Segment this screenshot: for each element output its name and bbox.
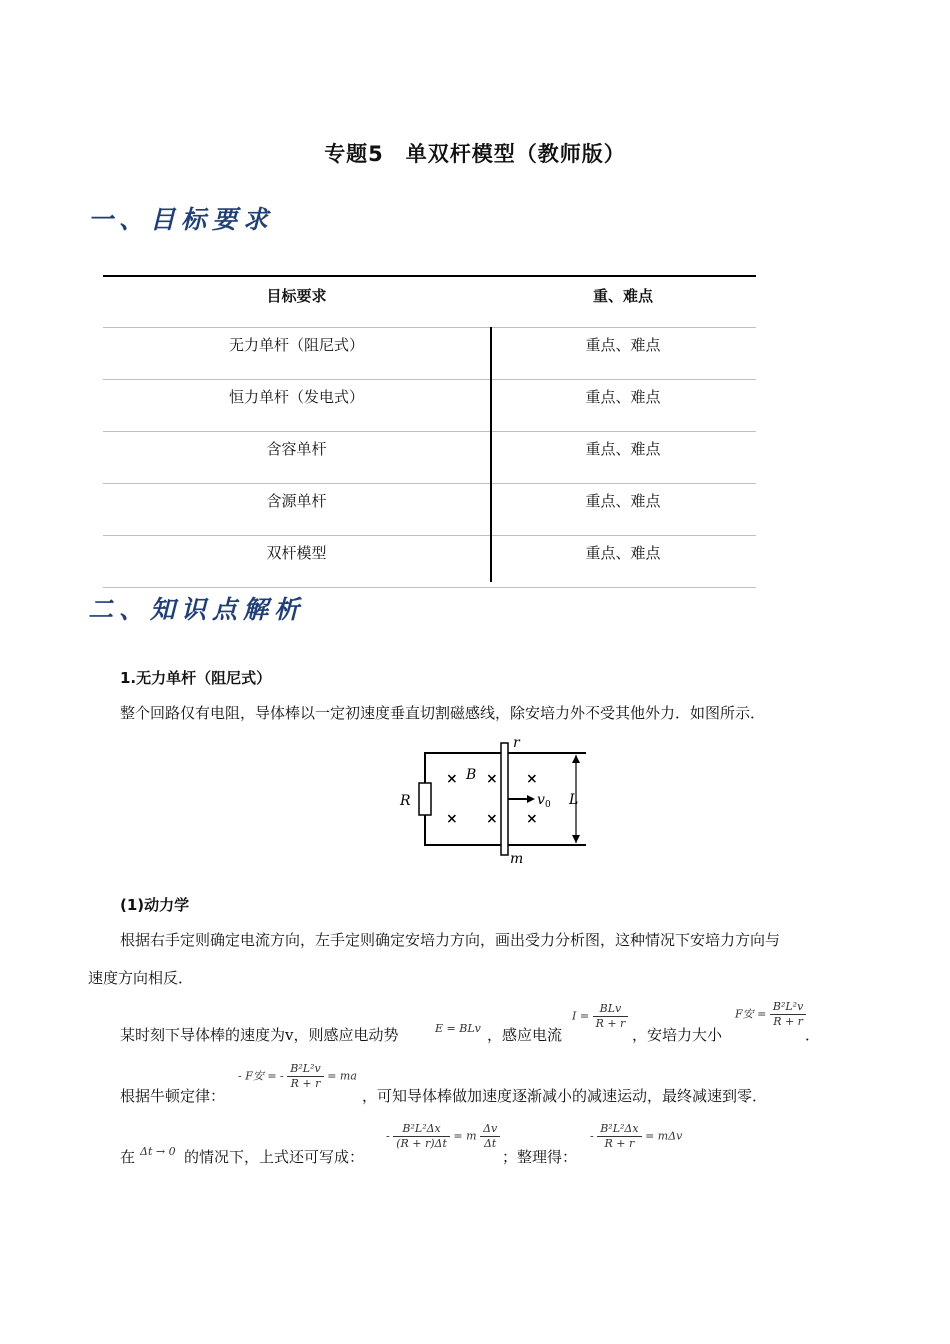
eq-fraction xyxy=(770,1000,806,1029)
field-cross: × xyxy=(446,771,458,787)
subsection-dynamics: (1)动力学 xyxy=(120,896,190,914)
dimension-arrow-up xyxy=(572,755,580,763)
paragraph-text: 某时刻下导体棒的速度为v，则感应电动势 xyxy=(120,1026,399,1044)
eq-final-lhs: - xyxy=(590,1129,594,1143)
table-cell-goal: 双杆模型 xyxy=(266,544,327,562)
field-cross: × xyxy=(446,811,458,827)
table-row xyxy=(103,536,756,588)
equation-newton xyxy=(238,1062,357,1091)
table-cell-goal: 恒力单杆（发电式） xyxy=(228,388,364,406)
field-cross: × xyxy=(486,771,498,787)
label-r: r xyxy=(513,735,520,751)
label-v0: v xyxy=(537,792,545,808)
paragraph-text: ；整理得： xyxy=(502,1148,578,1166)
eq-newton-lhs: - F安 = - xyxy=(238,1069,284,1083)
label-B: B xyxy=(466,767,477,783)
conductor-rod xyxy=(501,743,508,855)
field-cross: × xyxy=(526,771,538,787)
table-header-difficulty: 重、难点 xyxy=(592,287,653,305)
eq-diff-lhs: - xyxy=(386,1129,390,1143)
table-cell-difficulty: 重点、难点 xyxy=(585,388,661,406)
eq-numerator: B²L²v xyxy=(770,1000,806,1015)
equation-differential xyxy=(386,1122,500,1151)
table-cell-difficulty: 重点、难点 xyxy=(585,544,661,562)
goals-table xyxy=(103,275,756,588)
table-row xyxy=(103,432,756,484)
paragraph-text: ． xyxy=(805,1026,821,1044)
section-heading-knowledge: 二、知识点解析 xyxy=(88,595,306,624)
paragraph-line: 根据右手定则确定电流方向，左手定则确定安培力方向，画出受力分析图，这种情况下安培力方向与 xyxy=(120,931,781,949)
eq-numerator: B²L²Δx xyxy=(393,1122,450,1137)
eq-numerator: BLv xyxy=(593,1002,629,1017)
paragraph-text: ，可知导体棒做加速度逐渐减小的减速运动，最终减速到零． xyxy=(362,1087,768,1105)
table-row xyxy=(103,484,756,536)
eq-numerator: B²L²v xyxy=(287,1062,323,1077)
resistor xyxy=(419,783,431,815)
equation-force xyxy=(735,1000,806,1029)
eq-diff-mid: = m xyxy=(453,1129,477,1143)
eq-current-lhs: I = xyxy=(572,1009,590,1023)
eq-denominator: R + r xyxy=(595,1017,626,1030)
table-row xyxy=(103,380,756,432)
eq-fraction xyxy=(480,1122,500,1151)
table-cell-goal: 含源单杆 xyxy=(266,492,327,510)
velocity-arrowhead xyxy=(527,795,535,803)
paragraph-text: ，安培力大小 xyxy=(632,1026,723,1044)
section-heading-goals: 一、目标要求 xyxy=(88,205,275,234)
eq-fraction xyxy=(393,1122,450,1151)
field-cross: × xyxy=(486,811,498,827)
table-row xyxy=(103,328,756,380)
eq-fraction xyxy=(287,1062,323,1091)
table-header-row xyxy=(103,277,756,328)
circuit-diagram xyxy=(390,735,600,865)
eq-force-lhs: F安 = xyxy=(735,1007,767,1021)
eq-denominator: R + r xyxy=(290,1077,321,1090)
paragraph-text: 在 xyxy=(120,1148,136,1166)
intro-paragraph: 整个回路仅有电阻，导体棒以一定初速度垂直切割磁感线，除安培力外不受其他外力．如图所示． xyxy=(120,704,766,722)
equation-limit: Δt → 0 xyxy=(140,1145,176,1158)
paragraph-text: 根据牛顿定律： xyxy=(120,1087,226,1105)
table-cell-difficulty: 重点、难点 xyxy=(585,440,661,458)
label-R: R xyxy=(400,793,411,809)
equation-final xyxy=(590,1122,682,1151)
table-cell-difficulty: 重点、难点 xyxy=(585,492,661,510)
paragraph-line: 速度方向相反． xyxy=(88,969,194,987)
eq-fraction xyxy=(593,1002,629,1031)
label-L: L xyxy=(569,792,579,808)
paragraph-text: ，感应电流 xyxy=(487,1026,563,1044)
table-column-divider xyxy=(490,327,492,582)
equation-emf: E = BLv xyxy=(435,1022,481,1035)
eq-fraction xyxy=(597,1122,641,1151)
table-cell-difficulty: 重点、难点 xyxy=(585,336,661,354)
table-cell-goal: 含容单杆 xyxy=(266,440,327,458)
paragraph-text: 的情况下，上式还可写成： xyxy=(184,1148,365,1166)
eq-final-rhs: = mΔv xyxy=(645,1129,683,1143)
eq-denominator: Δt xyxy=(483,1137,497,1150)
eq-denominator: R + r xyxy=(773,1015,803,1028)
eq-numerator: Δv xyxy=(480,1122,500,1137)
eq-newton-rhs: = ma xyxy=(327,1069,357,1083)
subsection-heading: 1.无力单杆（阻尼式） xyxy=(120,669,272,687)
field-cross: × xyxy=(526,811,538,827)
eq-denominator: (R + r)Δt xyxy=(396,1137,447,1150)
label-m: m xyxy=(510,851,524,865)
table-cell-goal: 无力单杆（阻尼式） xyxy=(228,336,364,354)
eq-denominator: R + r xyxy=(604,1137,635,1150)
eq-numerator: B²L²Δx xyxy=(597,1122,641,1137)
label-v0-subscript: 0 xyxy=(545,800,551,810)
dimension-arrow-down xyxy=(572,835,580,843)
table-header-goal: 目标要求 xyxy=(266,287,327,305)
page-title: 专题5 单双杆模型（教师版） xyxy=(324,142,626,166)
equation-current xyxy=(572,1002,628,1031)
